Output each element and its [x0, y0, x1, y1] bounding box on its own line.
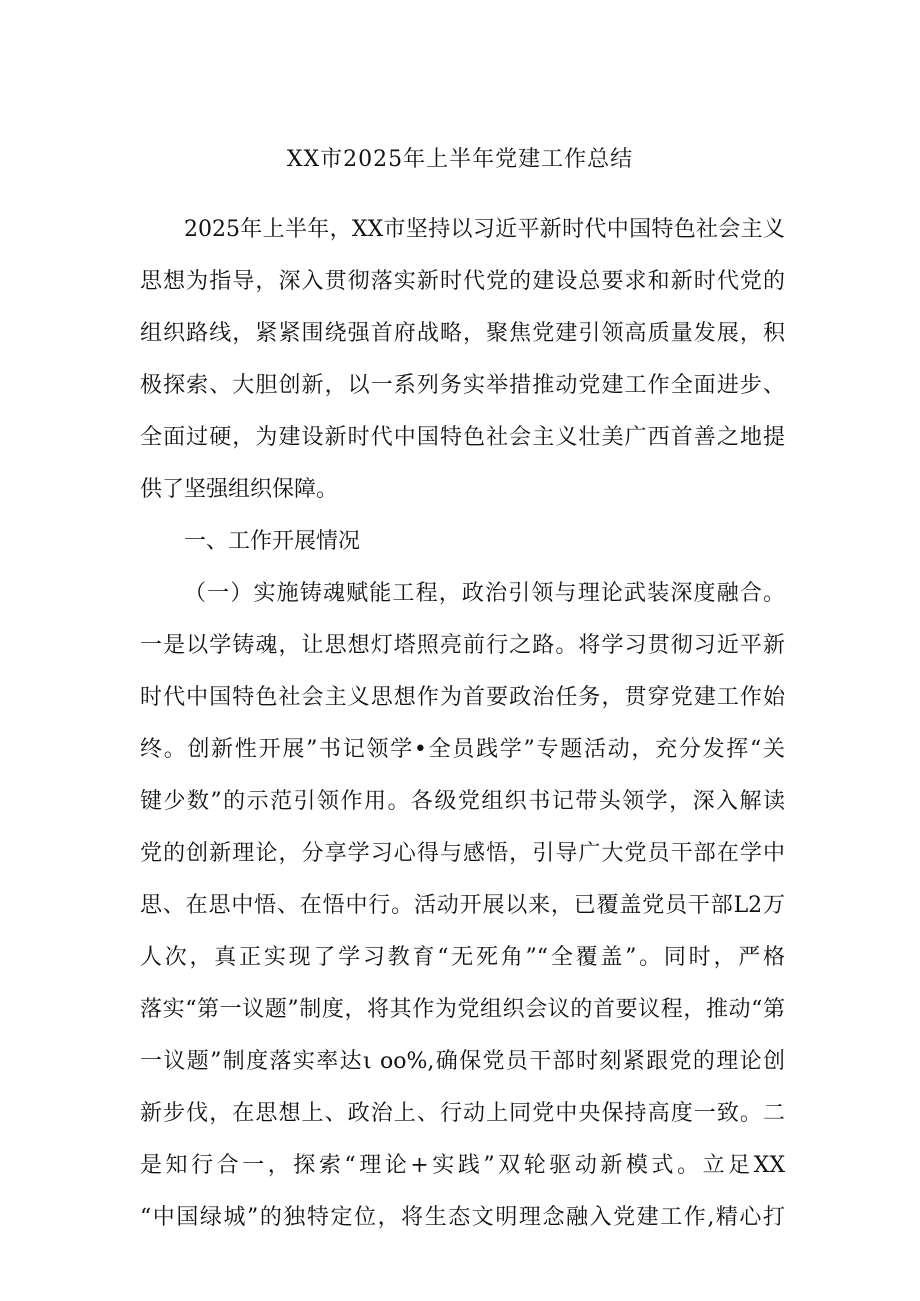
subsection-heading: （一）实施铸魂赋能工程，政治引领与理论武装深度融合。 [184, 581, 785, 606]
paragraph-line: 人次，真正实现了学习教育“无死角”“全覆盖”。同时，严格 [140, 945, 785, 970]
paragraph-line: 思、在思中悟、在悟中行。活动开展以来，已覆盖党员干部L2万 [140, 893, 785, 918]
paragraph-line: 党的创新理论，分享学习心得与感悟，引导广大党员干部在学中 [140, 841, 785, 866]
section-heading: 一、工作开展情况 [184, 529, 361, 554]
paragraph-line: 一是以学铸魂，让思想灯塔照亮前行之路。将学习贯彻习近平新 [140, 633, 785, 658]
paragraph-line: 终。创新性开展”书记领学•全员践学”专题活动，充分发挥“关 [140, 737, 785, 762]
paragraph-line: 组织路线，紧紧围绕强首府战略，聚焦党建引领高质量发展，积 [140, 321, 785, 346]
paragraph-line: 供了坚强组织保障。 [140, 477, 339, 502]
paragraph-line: 键少数”的示范引领作用。各级党组织书记带头领学，深入解读 [140, 789, 785, 814]
paragraph-line: 全面过硬，为建设新时代中国特色社会主义壮美广西首善之地提 [140, 425, 785, 450]
paragraph-line: 新步伐，在思想上、政治上、行动上同党中央保持高度一致。二 [140, 1101, 785, 1126]
paragraph-line: 落实“第一议题”制度，将其作为党组织会议的首要议程，推动“第 [140, 997, 785, 1022]
paragraph-line: 2025年上半年，XX市坚持以习近平新时代中国特色社会主义 [184, 217, 785, 242]
paragraph-line: 思想为指导，深入贯彻落实新时代党的建设总要求和新时代党的 [140, 269, 785, 294]
paragraph-line: “中国绿城”的独特定位，将生态文明理念融入党建工作,精心打 [140, 1205, 785, 1230]
paragraph-line: 极探索、大胆创新，以一系列务实举措推动党建工作全面进步、 [140, 373, 785, 398]
paragraph-line: 时代中国特色社会主义思想作为首要政治任务，贯穿党建工作始 [140, 685, 785, 710]
paragraph-line: 一议题”制度落实率达ι oo%,确保党员干部时刻紧跟党的理论创 [140, 1049, 785, 1074]
paragraph-line: 是知行合一，探索“理论+实践”双轮驱动新模式。立足XX [140, 1153, 785, 1178]
document-title: XX市2025年上半年党建工作总结 [286, 147, 634, 172]
